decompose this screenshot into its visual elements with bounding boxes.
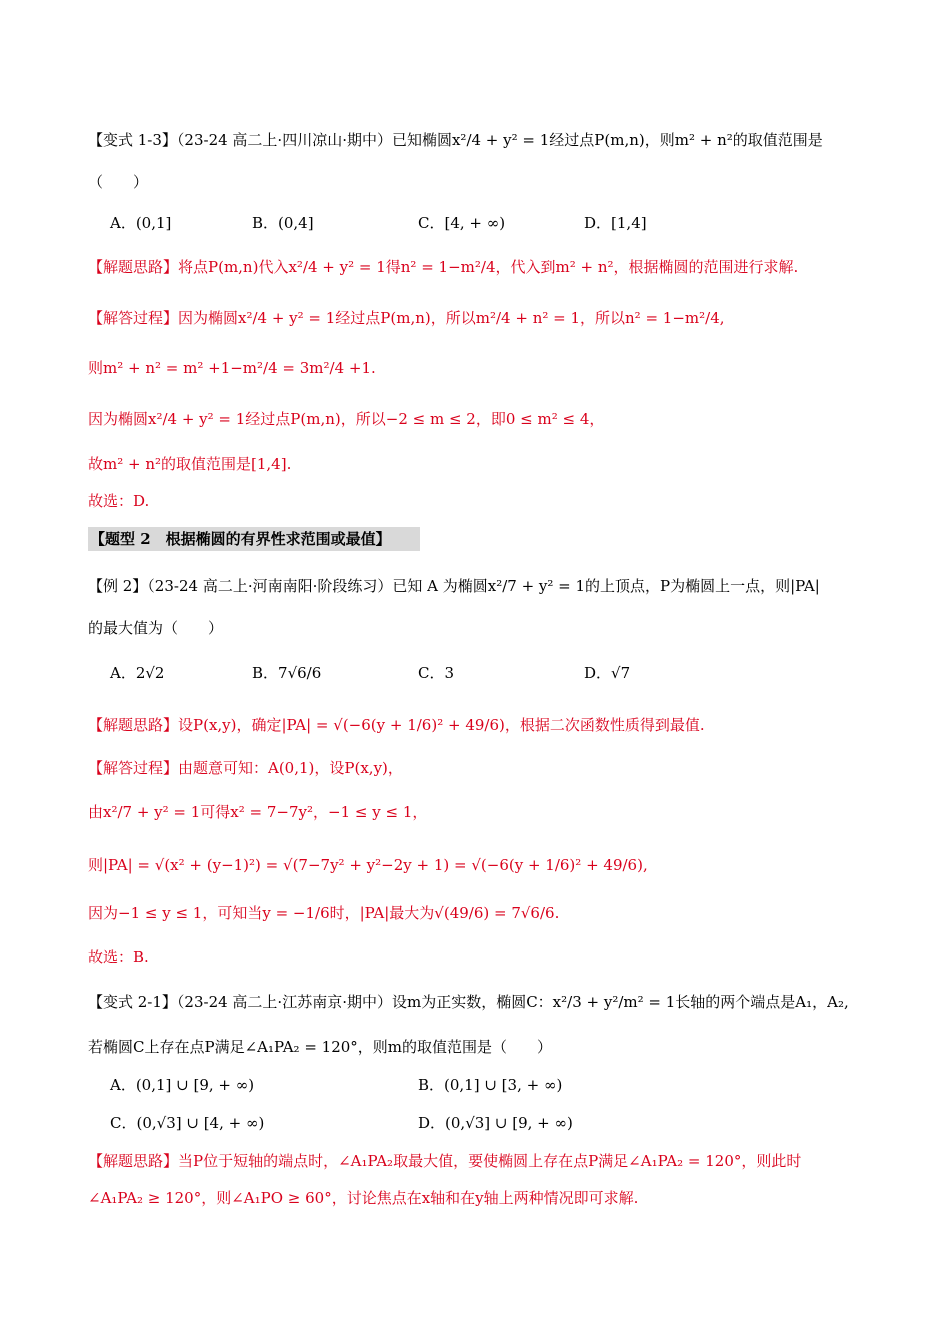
option-c: C．3 [418, 664, 455, 682]
problem-v21-stem: 【变式 2-1】（23-24 高二上·江苏南京·期中）设m为正实数，椭圆C：x²/3 + y²/m² = 1长轴的两个端点是A₁，A₂, [88, 993, 849, 1011]
option-c: C．(0,√3] ∪ [4, + ∞) [110, 1114, 265, 1132]
option-a: A．(0,1] [110, 214, 172, 232]
option-d: D．√7 [584, 664, 631, 682]
solution-process-line: 故m² + n²的取值范围是[1,4]. [88, 455, 292, 473]
option-d: D．[1,4] [584, 214, 647, 232]
problem-v13-stem: 【变式 1-3】（23-24 高二上·四川凉山·期中）已知椭圆x²/4 + y² = 1经过点P(m,n)，则m² + n²的取值范围是 [88, 131, 823, 149]
solution-process-line: 【解答过程】由题意可知：A(0,1)，设P(x,y)， [88, 759, 403, 777]
solution-idea: ∠A₁PA₂ ≥ 120°，则∠A₁PO ≥ 60°，讨论焦点在x轴和在y轴上两种情况即可求解. [88, 1189, 639, 1207]
option-b: B．(0,1] ∪ [3, + ∞) [418, 1076, 563, 1094]
solution-idea: 【解题思路】设P(x,y)，确定|PA| = √(−6(y + 1/6)² + 49/6)，根据二次函数性质得到最值. [88, 716, 705, 734]
solution-process-line: 【解答过程】因为椭圆x²/4 + y² = 1经过点P(m,n)，所以m²/4 + n² = 1，所以n² = 1−m²/4, [88, 309, 725, 327]
solution-process-line: 因为−1 ≤ y ≤ 1，可知当y = −1/6时，|PA|最大为√(49/6) = 7√6/6. [88, 904, 560, 922]
example2-stem: 【例 2】（23-24 高二上·河南南阳·阶段练习）已知 A 为椭圆x²/7 + y² = 1的上顶点，P为椭圆上一点，则|PA| [88, 577, 820, 595]
solution-process-line: 因为椭圆x²/4 + y² = 1经过点P(m,n)，所以−2 ≤ m ≤ 2，即0 ≤ m² ≤ 4， [88, 410, 605, 428]
option-b: B．7√6/6 [252, 664, 322, 682]
solution-process-line: 由x²/7 + y² = 1可得x² = 7−7y²，−1 ≤ y ≤ 1， [88, 803, 428, 821]
option-b: B．(0,4] [252, 214, 314, 232]
option-c: C．[4, + ∞) [418, 214, 506, 232]
answer-line: 故选：D. [88, 492, 150, 510]
problem-v13-blank: （ ） [88, 173, 149, 191]
solution-idea: 【解题思路】当P位于短轴的端点时，∠A₁PA₂取最大值，要使椭圆上存在点P满足∠A₁PA₂ = 120°，则此时 [88, 1152, 802, 1170]
example2-stem: 的最大值为（ ） [88, 619, 224, 637]
solution-idea: 【解题思路】将点P(m,n)代入x²/4 + y² = 1得n² = 1−m²/4，代入到m² + n²，根据椭圆的范围进行求解. [88, 258, 799, 276]
answer-line: 故选：B. [88, 948, 149, 966]
option-a: A．2√2 [110, 664, 165, 682]
solution-process-line: 则m² + n² = m² +1−m²/4 = 3m²/4 +1. [88, 359, 376, 377]
problem-v21-stem: 若椭圆C上存在点P满足∠A₁PA₂ = 120°，则m的取值范围是（ ） [88, 1038, 553, 1056]
option-d: D．(0,√3] ∪ [9, + ∞) [418, 1114, 573, 1132]
solution-process-line: 则|PA| = √(x² + (y−1)²) = √(7−7y² + y²−2y + 1) = √(−6(y + 1/6)² + 49/6), [88, 856, 648, 874]
option-a: A．(0,1] ∪ [9, + ∞) [110, 1076, 255, 1094]
section-heading: 【题型 2 根据椭圆的有界性求范围或最值】 [88, 527, 420, 551]
